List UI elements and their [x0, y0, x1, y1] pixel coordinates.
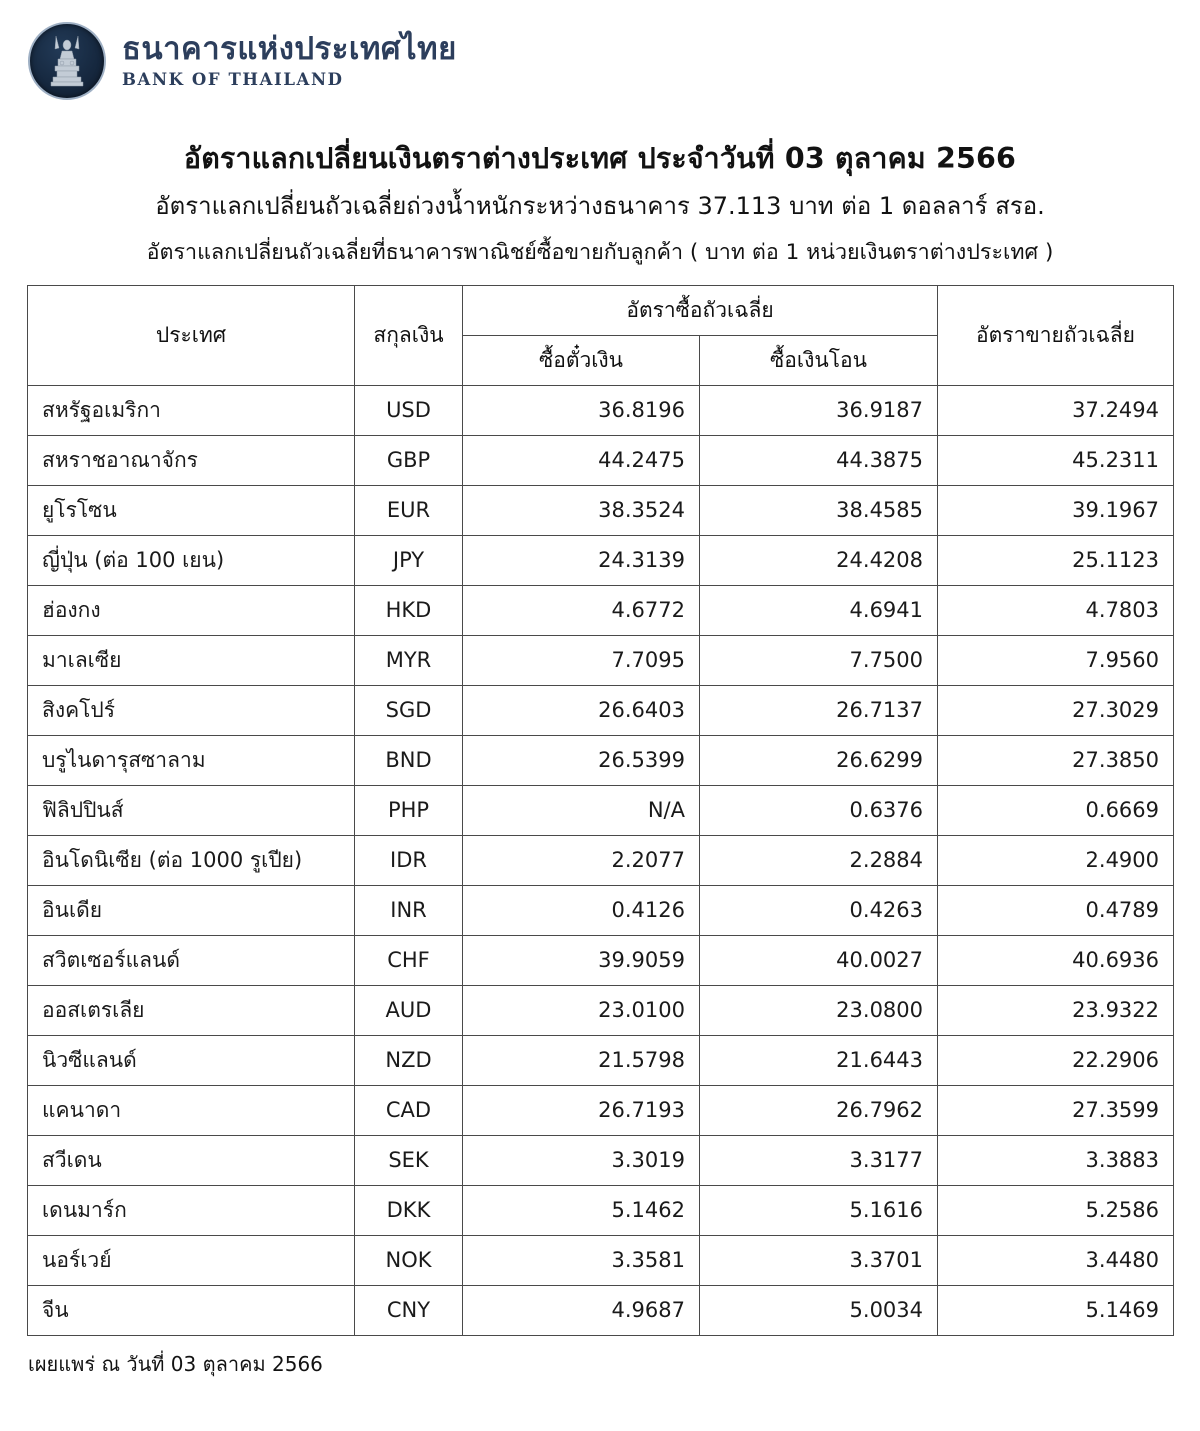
cell-transfer-rate: 44.3875	[700, 435, 938, 485]
cell-country: สหรัฐอเมริกา	[28, 385, 355, 435]
cell-sight-bill-rate: 26.7193	[463, 1085, 700, 1135]
cell-selling-rate: 7.9560	[938, 635, 1174, 685]
cell-transfer-rate: 40.0027	[700, 935, 938, 985]
cell-currency: SGD	[355, 685, 463, 735]
cell-selling-rate: 5.1469	[938, 1285, 1174, 1335]
cell-currency: JPY	[355, 535, 463, 585]
cell-sight-bill-rate: 7.7095	[463, 635, 700, 685]
cell-country: จีน	[28, 1285, 355, 1335]
cell-selling-rate: 40.6936	[938, 935, 1174, 985]
cell-selling-rate: 3.3883	[938, 1135, 1174, 1185]
cell-currency: HKD	[355, 585, 463, 635]
cell-sight-bill-rate: 36.8196	[463, 385, 700, 435]
page-subtitle: อัตราแลกเปลี่ยนถัวเฉลี่ยถ่วงน้ำหนักระหว่างธนาคาร 37.113 บาท ต่อ 1 ดอลลาร์ สรอ.	[155, 192, 1045, 221]
cell-selling-rate: 0.6669	[938, 785, 1174, 835]
brand-text	[122, 30, 457, 89]
publication-date: เผยแพร่ ณ วันที่ 03 ตุลาคม 2566	[28, 1351, 323, 1376]
exchange-rate-table	[27, 285, 1174, 1336]
cell-sight-bill-rate: 38.3524	[463, 485, 700, 535]
cell-transfer-rate: 3.3701	[700, 1235, 938, 1285]
cell-selling-rate: 22.2906	[938, 1035, 1174, 1085]
cell-selling-rate: 27.3850	[938, 735, 1174, 785]
cell-currency: INR	[355, 885, 463, 935]
table-row	[28, 835, 1174, 885]
cell-country: ยูโรโซน	[28, 485, 355, 535]
cell-country: ญี่ปุ่น (ต่อ 100 เยน)	[28, 535, 355, 585]
table-row	[28, 885, 1174, 935]
column-header-selling-rate: อัตราขายถัวเฉลี่ย	[938, 285, 1174, 385]
cell-transfer-rate: 21.6443	[700, 1035, 938, 1085]
cell-sight-bill-rate: 39.9059	[463, 935, 700, 985]
column-header-country: ประเทศ	[28, 285, 355, 385]
cell-currency: NOK	[355, 1235, 463, 1285]
cell-sight-bill-rate: 4.9687	[463, 1285, 700, 1335]
cell-transfer-rate: 4.6941	[700, 585, 938, 635]
cell-selling-rate: 2.4900	[938, 835, 1174, 885]
cell-transfer-rate: 5.1616	[700, 1185, 938, 1235]
table-row	[28, 385, 1174, 435]
cell-country: บรูไนดารุสซาลาม	[28, 735, 355, 785]
cell-selling-rate: 27.3599	[938, 1085, 1174, 1135]
cell-sight-bill-rate: 2.2077	[463, 835, 700, 885]
cell-country: ฮ่องกง	[28, 585, 355, 635]
cell-sight-bill-rate: 3.3581	[463, 1235, 700, 1285]
table-row	[28, 1035, 1174, 1085]
cell-sight-bill-rate: 0.4126	[463, 885, 700, 935]
table-row	[28, 1185, 1174, 1235]
cell-country: นอร์เวย์	[28, 1235, 355, 1285]
brand-header	[0, 0, 1200, 104]
cell-transfer-rate: 26.6299	[700, 735, 938, 785]
cell-transfer-rate: 38.4585	[700, 485, 938, 535]
column-header-buying-group: อัตราซื้อถัวเฉลี่ย	[463, 285, 938, 335]
page-note: อัตราแลกเปลี่ยนถัวเฉลี่ยที่ธนาคารพาณิชย์ซื้อขายกับลูกค้า ( บาท ต่อ 1 หน่วยเงินตราต่างประเทศ )	[146, 239, 1054, 265]
cell-currency: BND	[355, 735, 463, 785]
cell-currency: AUD	[355, 985, 463, 1035]
cell-currency: IDR	[355, 835, 463, 885]
cell-transfer-rate: 2.2884	[700, 835, 938, 885]
cell-selling-rate: 45.2311	[938, 435, 1174, 485]
table-row	[28, 435, 1174, 485]
cell-selling-rate: 37.2494	[938, 385, 1174, 435]
cell-country: สวิตเซอร์แลนด์	[28, 935, 355, 985]
cell-currency: MYR	[355, 635, 463, 685]
cell-country: มาเลเซีย	[28, 635, 355, 685]
cell-sight-bill-rate: 26.5399	[463, 735, 700, 785]
table-row	[28, 635, 1174, 685]
cell-country: ฟิลิปปินส์	[28, 785, 355, 835]
table-header-row-primary	[28, 285, 1174, 335]
cell-transfer-rate: 36.9187	[700, 385, 938, 435]
table-row	[28, 685, 1174, 735]
cell-currency: USD	[355, 385, 463, 435]
table-row	[28, 985, 1174, 1035]
cell-sight-bill-rate: 21.5798	[463, 1035, 700, 1085]
exchange-rate-table-wrapper	[27, 285, 1173, 1336]
cell-transfer-rate: 24.4208	[700, 535, 938, 585]
cell-transfer-rate: 7.7500	[700, 635, 938, 685]
cell-country: สวีเดน	[28, 1135, 355, 1185]
cell-selling-rate: 3.4480	[938, 1235, 1174, 1285]
cell-selling-rate: 39.1967	[938, 485, 1174, 535]
brand-name-thai: ธนาคารแห่งประเทศไทย	[122, 30, 457, 67]
cell-country: สหราชอาณาจักร	[28, 435, 355, 485]
cell-sight-bill-rate: N/A	[463, 785, 700, 835]
column-header-currency: สกุลเงิน	[355, 285, 463, 385]
cell-currency: GBP	[355, 435, 463, 485]
table-header	[28, 285, 1174, 385]
cell-country: อินเดีย	[28, 885, 355, 935]
cell-transfer-rate: 0.4263	[700, 885, 938, 935]
cell-transfer-rate: 3.3177	[700, 1135, 938, 1185]
cell-country: นิวซีแลนด์	[28, 1035, 355, 1085]
cell-country: สิงคโปร์	[28, 685, 355, 735]
cell-country: ออสเตรเลีย	[28, 985, 355, 1035]
cell-country: อินโดนิเซีย (ต่อ 1000 รูเปีย)	[28, 835, 355, 885]
cell-currency: CHF	[355, 935, 463, 985]
cell-transfer-rate: 5.0034	[700, 1285, 938, 1335]
cell-selling-rate: 23.9322	[938, 985, 1174, 1035]
column-header-sight-bill: ซื้อตั๋วเงิน	[463, 335, 700, 385]
cell-selling-rate: 27.3029	[938, 685, 1174, 735]
table-row	[28, 1085, 1174, 1135]
cell-currency: CNY	[355, 1285, 463, 1335]
cell-currency: CAD	[355, 1085, 463, 1135]
table-row	[28, 535, 1174, 585]
cell-transfer-rate: 23.0800	[700, 985, 938, 1035]
cell-selling-rate: 0.4789	[938, 885, 1174, 935]
table-row	[28, 1235, 1174, 1285]
table-row	[28, 935, 1174, 985]
brand-name-english: BANK OF THAILAND	[122, 69, 344, 89]
cell-country: แคนาดา	[28, 1085, 355, 1135]
column-header-transfer: ซื้อเงินโอน	[700, 335, 938, 385]
cell-currency: DKK	[355, 1185, 463, 1235]
cell-selling-rate: 5.2586	[938, 1185, 1174, 1235]
cell-currency: PHP	[355, 785, 463, 835]
cell-transfer-rate: 26.7137	[700, 685, 938, 735]
table-row	[28, 735, 1174, 785]
cell-sight-bill-rate: 26.6403	[463, 685, 700, 735]
page-titles	[0, 104, 1200, 223]
cell-sight-bill-rate: 3.3019	[463, 1135, 700, 1185]
cell-sight-bill-rate: 24.3139	[463, 535, 700, 585]
cell-sight-bill-rate: 44.2475	[463, 435, 700, 485]
cell-selling-rate: 4.7803	[938, 585, 1174, 635]
cell-country: เดนมาร์ก	[28, 1185, 355, 1235]
table-body	[28, 385, 1174, 1335]
cell-currency: EUR	[355, 485, 463, 535]
cell-selling-rate: 25.1123	[938, 535, 1174, 585]
bank-of-thailand-seal-icon	[28, 22, 106, 100]
cell-transfer-rate: 0.6376	[700, 785, 938, 835]
cell-currency: SEK	[355, 1135, 463, 1185]
cell-transfer-rate: 26.7962	[700, 1085, 938, 1135]
table-row	[28, 1285, 1174, 1335]
page-title: อัตราแลกเปลี่ยนเงินตราต่างประเทศ ประจำวันที่ 03 ตุลาคม 2566	[183, 142, 1017, 175]
table-row	[28, 785, 1174, 835]
cell-currency: NZD	[355, 1035, 463, 1085]
table-row	[28, 585, 1174, 635]
cell-sight-bill-rate: 5.1462	[463, 1185, 700, 1235]
cell-sight-bill-rate: 4.6772	[463, 585, 700, 635]
cell-sight-bill-rate: 23.0100	[463, 985, 700, 1035]
table-row	[28, 485, 1174, 535]
table-row	[28, 1135, 1174, 1185]
